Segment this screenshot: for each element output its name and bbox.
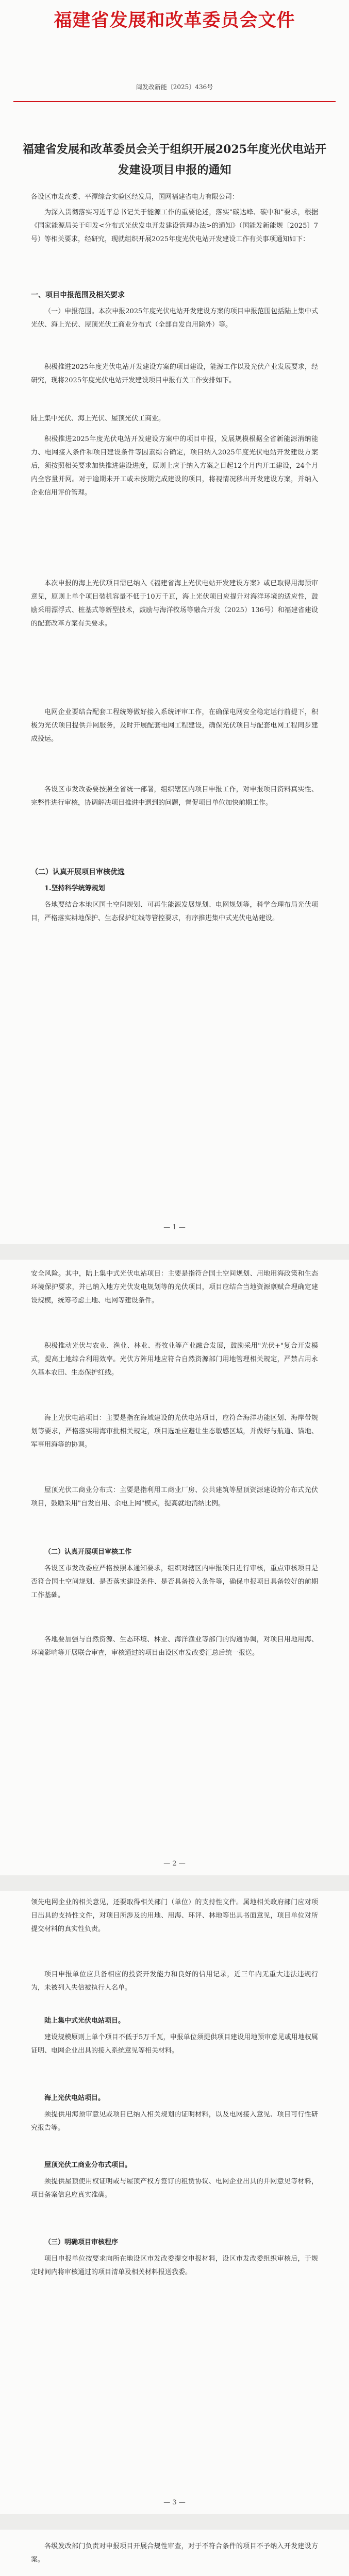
page-3-paragraph-4: 须提供用海预审意见或项目已纳入相关规划的证明材料，以及电网接入意见、项目可行性研究报告等。 (31, 2111, 318, 2132)
page-3-subheading-2: 海上光伏电站项目。 (44, 2094, 105, 2102)
document-header-title: 福建省发展和改革委员会文件 (54, 10, 295, 31)
page-2 (0, 1257, 349, 1886)
page-4 (0, 2524, 349, 2576)
section-2-heading: （二）认真开展项目审核优选 (31, 868, 125, 876)
page-3-subheading-1: 陆上集中式光伏电站项目。 (44, 2017, 125, 2025)
red-divider (13, 101, 336, 102)
section-1-paragraph-4: 积极推进2025年度光伏电站开发建设方案中的项目申报，发展规模根据全省新能源消纳能力、电网接入条件和项目建设条件等因素综合确定，项目纳入2025年度光伏电站开发建设方案后，须按照相关要求加快推进建设进度，原则上应于纳入方案之日起12个月内开工建设，24个月内全容量并网。对于逾期未开工或未按期完成建设的项目，将视情况移出开发建设方案，并纳入企业信用评价管理。 (31, 435, 318, 497)
page-3 (0, 1886, 349, 2524)
intro-paragraph: 为深入贯彻落实习近平总书记关于能源工作的重要论述，落实"碳达峰、碳中和"要求，根据《国家能源局关于印发<分布式光伏发电开发建设管理办法>的通知》（国能发新能规〔2025〕7号）等相关要求，经研究，现就组织开展2025年度光伏电站开发建设工作有关事项通知如下： (31, 209, 318, 243)
section-2-paragraph-1: 各地要结合本地区国土空间规划、可再生能源发展规划、电网规划等，科学合理布局光伏项目，严格落实耕地保护、生态保护红线等管控要求，有序推进集中式光伏电站建设。 (31, 901, 318, 922)
page-3-paragraph-2: 项目申报单位应具备相应的投资开发能力和良好的信用记录，近三年内无重大违法违规行为，未被列入失信被执行人名单。 (31, 1971, 318, 1992)
page-3-paragraph-5: 须提供屋顶使用权证明或与屋顶产权方签订的租赁协议、电网企业出具的并网意见等材料，项目备案信息应真实准确。 (31, 2178, 318, 2199)
page-number-3: — 3 — (163, 2499, 186, 2506)
page-2-subheading: （二）认真开展项目审核工作 (44, 1548, 132, 1556)
document-number: 闽发改新能〔2025〕436号 (136, 83, 213, 91)
section-1-paragraph-6: 电网企业要结合配套工程统筹做好接入系统评审工作，在确保电网安全稳定运行前提下，积极为光伏项目提供并网服务，及时开展配套电网工程建设，确保光伏项目与配套电网工程同步建成投运。 (31, 708, 318, 743)
section-1-paragraph-2: 积极推进2025年度光伏电站开发建设方案的项目建设，能源工作以及光伏产业发展要求，经研究，现将2025年度光伏电站开发建设项目申报有关工作安排如下。 (31, 363, 318, 384)
section-1-paragraph-3: 陆上集中光伏、海上光伏、屋顶光伏工商业。 (31, 415, 165, 422)
notice-title: 福建省发展和改革委员会关于组织开展2025年度光伏电站开发建设项目申报的通知 (22, 143, 327, 177)
page-2-paragraph-4: 屋顶光伏工商业分布式：主要是指利用工商业厂房、公共建筑等屋顶资源建设的分布式光伏项目，鼓励采用"自发自用、余电上网"模式，提高就地消纳比例。 (31, 1486, 318, 1507)
section-1-paragraph-5: 本次申报的海上光伏项目需已纳入《福建省海上光伏电站开发建设方案》或已取得用海预审意见，原则上单个项目装机容量不低于10万千瓦，海上光伏项目应提升对海洋环境的适应性，鼓励采用漂浮式、桩基式等新型技术，鼓励与海洋牧场等融合开发（2025）136号）和福建省建设的配套改革方案有关要求。 (31, 580, 318, 628)
page-3-subheading-3: 屋顶光伏工商业分布式项目。 (44, 2161, 132, 2169)
recipients: 各设区市发改委、平潭综合实验区经发局，国网福建省电力有限公司： (31, 193, 239, 201)
page-2-paragraph-5: 各设区市发改委应严格按照本通知要求，组织对辖区内申报项目进行审核，重点审核项目是否符合国土空间规划、是否落实建设条件、是否具备接入条件等，确保申报项目具备较好的前期工作基础。 (31, 1565, 318, 1599)
page-2-paragraph-6: 各地要加强与自然资源、生态环境、林业、海洋渔业等部门的沟通协调，对项目用地用海、环境影响等开展联合审查，审核通过的项目由设区市发改委汇总后统一报送。 (31, 1636, 318, 1657)
page-2-paragraph-1: 安全风险。其中，陆上集中式光伏电站项目：主要是指符合国土空间规划、用地用海政策和生态环境保护要求，并已纳入地方光伏发电规划等的光伏项目，项目应结合当地资源禀赋合理确定建设规模，统筹考虑土地、电网等建设条件。 (31, 1270, 318, 1304)
page-3-paragraph-1: 领先电网企业的相关意见，还要取得相关部门（单位）的支持性文件。属地相关政府部门应对项目出具的支持性文件，对项目所涉及的用地、用海、环评、林地等出具书面意见，项目单位对所提交材料的真实性负责。 (31, 1899, 318, 1933)
page-1 (0, 0, 349, 1257)
page-2-paragraph-3: 海上光伏电站项目：主要是指在海域建设的光伏电站项目，应符合海洋功能区划、海岸带规划等要求，严格落实用海审批相关规定，项目选址应避让生态敏感区域，并做好与航道、锚地、军事用海等的协调。 (31, 1414, 318, 1449)
page-2-paragraph-2: 积极推动光伏与农业、渔业、林业、畜牧业等产业融合发展，鼓励采用"光伏+"复合开发模式，提高土地综合利用效率。光伏方阵用地应符合自然资源部门用地管理相关规定，严禁占用永久基本农田、生态保护红线。 (31, 1342, 318, 1377)
section-1-paragraph-1: （一）申报范围。本次申报2025年度光伏电站开发建设方案的项目申报范围包括陆上集中式光伏、海上光伏、屋顶光伏工商业分布式（全部自发自用除外）等。 (31, 308, 318, 329)
section-2-subheading-1: 1.坚持科学统筹规划 (44, 885, 105, 892)
section-1-heading: 一、项目申报范围及相关要求 (31, 291, 125, 299)
page-3-paragraph-3: 建设规模原则上单个项目不低于5万千瓦，申报单位须提供项目建设用地预审意见或用地权属证明、电网企业出具的接入系统意见等相关材料。 (31, 2033, 318, 2055)
page-number-2: — 2 — (163, 1860, 186, 1868)
page-4-paragraph-1: 各级发改部门负责对申报项目开展合规性审查，对于不符合条件的项目不予纳入开发建设方案。 (31, 2543, 318, 2564)
page-3-subheading-4: （三）明确项目审核程序 (44, 2239, 119, 2246)
section-1-paragraph-7: 各设区市发改委要按照全省统一部署，组织辖区内项目申报工作，对申报项目资料真实性、完整性进行审核，协调解决项目推进中遇到的问题，督促项目单位加快前期工作。 (31, 786, 318, 807)
page-3-paragraph-6: 项目申报单位按要求向所在地设区市发改委提交申报材料，设区市发改委组织审核后，于规定时间内将审核通过的项目清单及相关材料报送我委。 (31, 2255, 318, 2276)
page-number-1: — 1 — (163, 1224, 186, 1231)
